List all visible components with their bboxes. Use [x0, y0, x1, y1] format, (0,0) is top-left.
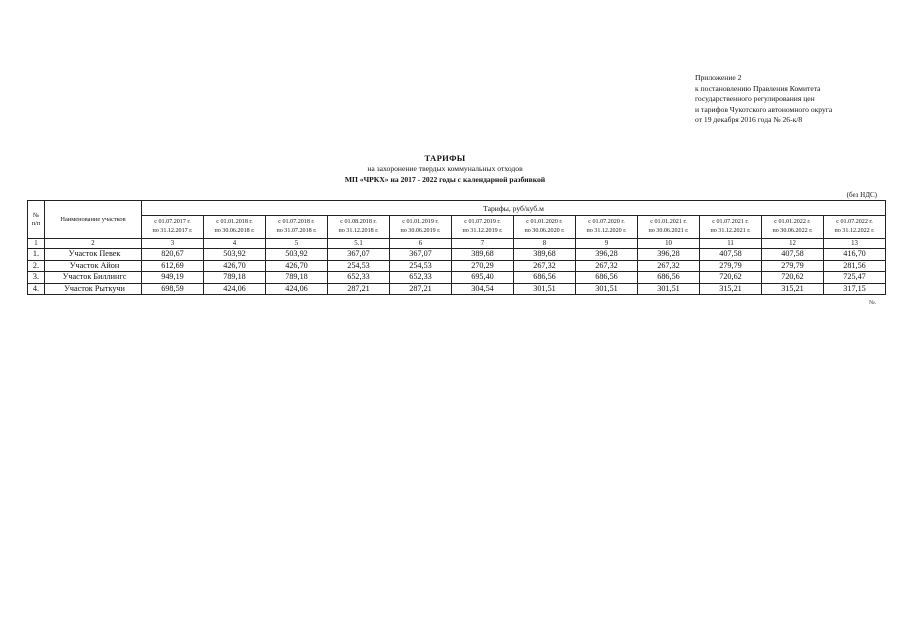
tariff-value: 270,29: [452, 260, 514, 272]
appendix-line: к постановлению Правления Комитета: [695, 83, 821, 93]
site-name: Участок Биллингс: [45, 272, 142, 284]
tariff-value: 396,28: [638, 249, 700, 261]
column-index: 2: [45, 239, 142, 249]
column-index: 8: [514, 239, 576, 249]
row-number: 2.: [28, 260, 45, 272]
tariff-value: 317,15: [824, 283, 886, 295]
column-index: 5.1: [328, 239, 390, 249]
appendix-line: Приложение 2: [695, 73, 742, 82]
vat-note: (без НДС): [846, 191, 877, 199]
document-title: [230, 153, 660, 185]
period-to: по 31.12.2019 г.: [462, 228, 503, 234]
appendix-block: [695, 73, 900, 126]
appendix-line: и тарифов Чукотского автономного округа: [695, 104, 833, 114]
tariff-value: 407,58: [762, 249, 824, 261]
tariff-value: 267,32: [514, 260, 576, 272]
header-num-text: № п/п: [31, 211, 41, 227]
tariff-value: 279,79: [700, 260, 762, 272]
column-index: 12: [762, 239, 824, 249]
period-to: по 30.06.2019 г.: [400, 228, 441, 234]
period-to: по 31.07.2018 г.: [276, 228, 317, 234]
period-header: [204, 216, 266, 239]
period-header: [700, 216, 762, 239]
tariff-value: 652,33: [328, 272, 390, 284]
period-header: [452, 216, 514, 239]
tariff-value: 287,21: [390, 283, 452, 295]
tariff-value: 367,07: [390, 249, 452, 261]
tariff-value: 725,47: [824, 272, 886, 284]
tariff-value: 720,62: [700, 272, 762, 284]
row-number: 1.: [28, 249, 45, 261]
period-to: по 31.12.2021 г.: [710, 228, 751, 234]
tariff-value: 301,51: [576, 283, 638, 295]
period-from: с 01.07.2019 г.: [464, 219, 501, 225]
tariff-value: 949,19: [142, 272, 204, 284]
period-from: с 01.07.2022 г.: [836, 219, 873, 225]
tariff-value: 287,21: [328, 283, 390, 295]
title-org-line: МП «ЧРКХ» на 2017 - 2022 годы с календарной разбивкой: [344, 175, 546, 184]
column-index: 13: [824, 239, 886, 249]
tariff-value: 686,56: [638, 272, 700, 284]
column-index: 9: [576, 239, 638, 249]
period-from: с 01.07.2017 г.: [154, 219, 191, 225]
tariff-value: 695,40: [452, 272, 514, 284]
tariff-value: 416,70: [824, 249, 886, 261]
tariff-value: 396,28: [576, 249, 638, 261]
tariff-value: 389,68: [514, 249, 576, 261]
tariff-value: 389,68: [452, 249, 514, 261]
tariff-value: 503,92: [266, 249, 328, 261]
tariff-value: 612,69: [142, 260, 204, 272]
site-name: Участок Айон: [45, 260, 142, 272]
period-header: [824, 216, 886, 239]
tariff-value: 424,06: [204, 283, 266, 295]
tariff-value: 315,21: [762, 283, 824, 295]
tariff-value: 789,18: [266, 272, 328, 284]
period-to: по 31.12.2018 г.: [338, 228, 379, 234]
row-number: 4.: [28, 283, 45, 295]
column-index: 11: [700, 239, 762, 249]
period-header-row: [28, 216, 886, 239]
column-index: 6: [390, 239, 452, 249]
tariff-value: 254,53: [328, 260, 390, 272]
appendix-line: от 19 декабря 2016 года № 26-к/8: [695, 115, 803, 125]
site-name: Участок Певек: [45, 249, 142, 261]
period-header: [762, 216, 824, 239]
tariff-value: 503,92: [204, 249, 266, 261]
site-name: Участок Рыткучи: [45, 283, 142, 295]
tariff-value: 426,70: [266, 260, 328, 272]
period-header: [142, 216, 204, 239]
header-name: Наименование участков: [45, 201, 142, 239]
period-from: с 01.08.2018 г.: [340, 219, 377, 225]
period-from: с 01.01.2022 г.: [774, 219, 811, 225]
period-header: [514, 216, 576, 239]
tariff-value: 301,51: [638, 283, 700, 295]
period-to: по 30.06.2022 г.: [772, 228, 813, 234]
tariff-value: 279,79: [762, 260, 824, 272]
period-from: с 01.01.2019 г.: [402, 219, 439, 225]
tariff-value: 820,67: [142, 249, 204, 261]
tariff-value: 686,56: [514, 272, 576, 284]
period-to: по 30.06.2020 г.: [524, 228, 565, 234]
column-index: 5: [266, 239, 328, 249]
title-main: ТАРИФЫ: [424, 153, 466, 163]
period-from: с 01.01.2020 г.: [526, 219, 563, 225]
period-header: [390, 216, 452, 239]
period-header: [266, 216, 328, 239]
period-to: по 31.12.2020 г.: [586, 228, 627, 234]
tariff-value: 304,54: [452, 283, 514, 295]
period-from: с 01.01.2021 г.: [650, 219, 687, 225]
period-from: с 01.07.2018 г.: [278, 219, 315, 225]
period-to: по 30.06.2018 г.: [214, 228, 255, 234]
tariff-value: 686,56: [576, 272, 638, 284]
period-to: по 31.12.2022 г.: [834, 228, 875, 234]
column-index: 3: [142, 239, 204, 249]
tariff-value: 720,62: [762, 272, 824, 284]
tariff-value: 301,51: [514, 283, 576, 295]
appendix-line: государственного регулирования цен: [695, 94, 815, 104]
table-row: [28, 283, 886, 295]
corner-mark: №.: [869, 300, 877, 306]
period-header: [638, 216, 700, 239]
tariff-table: [27, 200, 886, 295]
tariff-value: 698,59: [142, 283, 204, 295]
period-to: по 31.12.2017 г.: [152, 228, 193, 234]
tariff-value: 267,32: [576, 260, 638, 272]
header-num: [28, 201, 45, 239]
tariff-value: 254,53: [390, 260, 452, 272]
column-index: 7: [452, 239, 514, 249]
tariff-value: 267,32: [638, 260, 700, 272]
tariff-value: 789,18: [204, 272, 266, 284]
column-index: 10: [638, 239, 700, 249]
row-number: 3.: [28, 272, 45, 284]
period-from: с 01.01.2018 г.: [216, 219, 253, 225]
tariff-value: 367,07: [328, 249, 390, 261]
period-header: [576, 216, 638, 239]
tariff-value: 407,58: [700, 249, 762, 261]
period-from: с 01.07.2021 г.: [712, 219, 749, 225]
table-row: [28, 249, 886, 261]
tariff-value: 424,06: [266, 283, 328, 295]
header-tariffs: Тарифы, руб/куб.м: [142, 201, 886, 216]
column-index: 1: [28, 239, 45, 249]
index-row: [28, 239, 886, 249]
period-from: с 01.07.2020 г.: [588, 219, 625, 225]
tariff-value: 652,33: [390, 272, 452, 284]
title-subtitle: на захоронение твердых коммунальных отходов: [367, 164, 523, 173]
tariff-value: 426,70: [204, 260, 266, 272]
tariff-value: 315,21: [700, 283, 762, 295]
tariff-value: 281,56: [824, 260, 886, 272]
period-header: [328, 216, 390, 239]
table-row: [28, 260, 886, 272]
column-index: 4: [204, 239, 266, 249]
period-to: по 30.06.2021 г.: [648, 228, 689, 234]
table-row: [28, 272, 886, 284]
